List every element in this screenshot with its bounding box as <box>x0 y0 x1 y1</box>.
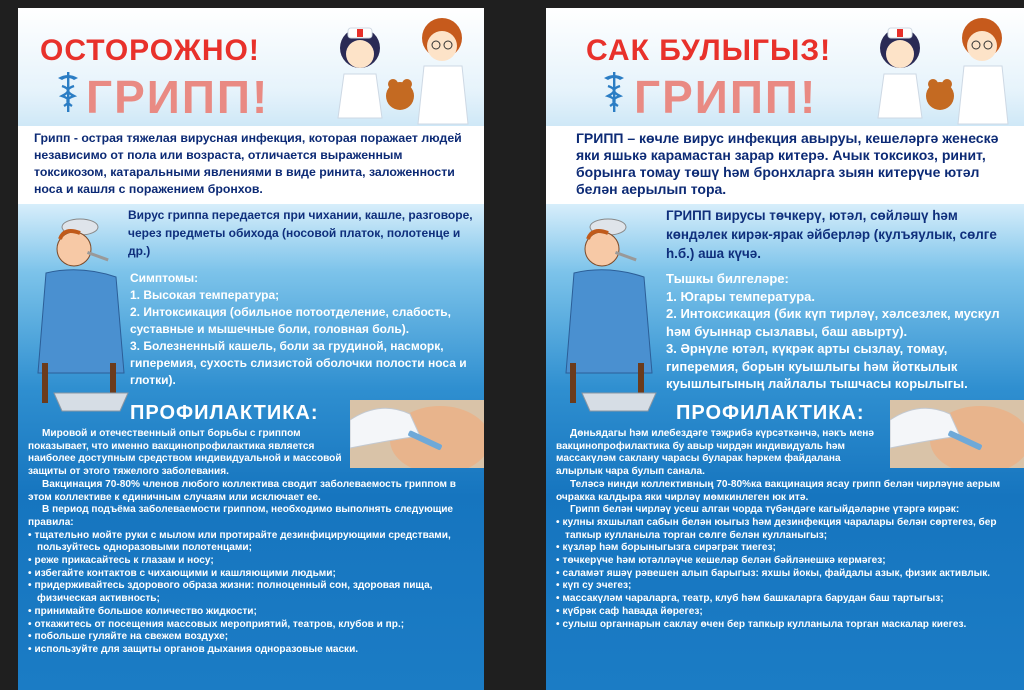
paragraph: В период подъёма заболеваемости гриппом, необходимо выполнять следующие правила: <box>28 504 454 528</box>
rule-item: • откажитесь от посещения массовых мероприятий, театров, клубов и пр.; <box>28 619 472 632</box>
symptom-item: 3. Болезненный кашель, боли за грудиной, насморк, гиперемия, сухость слизистой оболочки полости носа и глотки). <box>130 339 467 387</box>
symptoms-block <box>130 270 476 389</box>
transmission-text: ГРИПП вирусы төчкерү, ютәл, сөйләшү һәм көндәлек кирәк-ярак әйберләр (кулъяулык, сөлге h.б.) аша күчә. <box>666 208 997 261</box>
poster-title-flu: ГРИПП! <box>86 71 270 123</box>
poster-tatar <box>546 8 1024 690</box>
paragraph: Дөньядагы һәм илебездәге тәҗрибә күрсәткәнчә, нәкъ менә вакцинопрофилактика бу авыр чирдән индивидуаль һәм массакүләм саклану чарасы буларак һәркем файдалана алырлык чара булып санала. <box>556 428 875 478</box>
rule-item: • реже прикасайтесь к глазам и носу; <box>28 555 472 568</box>
symptoms-block <box>666 270 1016 393</box>
paragraph: Теләсә нинди коллективның 70-80%ка вакцинация ясау грипп белән чирләүне аерым очракка калдыра яки чирләү мөмкинлеген юк итә. <box>556 478 1001 503</box>
caduceus-icon <box>56 70 80 114</box>
symptom-item: 3. Әрнүле ютәл, күкрәк арты сызлау, томау, гиперемия, борын куышлыгы һәм йоткылык куышлыгының лайлалы тышчасы корылыгы. <box>666 341 968 391</box>
rules-list <box>556 517 1012 631</box>
poster-title-warning: САК БУЛЫГЫЗ! <box>586 34 832 67</box>
rule-item: • тщательно мойте руки с мылом или протирайте дезинфицирующими средствами, пользуйтесь одноразовыми полотенцами; <box>28 530 472 555</box>
prophylaxis-title: ПРОФИЛАКТИКА: <box>130 402 319 424</box>
rule-item: • избегайте контактов с чихающими и кашляющими людьми; <box>28 568 472 581</box>
doctors-illustration <box>870 14 1020 126</box>
symptoms-title: Симптомы: <box>130 271 199 285</box>
rule-item: • принимайте большое количество жидкости; <box>28 606 472 619</box>
rules-list <box>28 530 472 657</box>
poster-russian <box>18 8 484 690</box>
intro-text: ГРИПП – көчле вирус инфекция авыруы, кешеләргә женескә яки яшькә карамастан зарар китерә. Ачык токсикоз, ринит, борынга томау төшү һәм бронхларга зыян китерүче ютәл белән аерылып тора. <box>576 130 999 197</box>
rule-item: • массакүләм чараларга, театр, клуб һәм башкаларга барудан баш тартыгыз; <box>556 593 1012 606</box>
symptoms-title: Тышкы билгеләре: <box>666 271 789 286</box>
prophylaxis-title: ПРОФИЛАКТИКА: <box>676 402 865 424</box>
rule-item: • используйте для защиты органов дыхания одноразовые маски. <box>28 644 472 657</box>
doctors-illustration <box>330 14 480 126</box>
paragraph: Вакцинация 70-80% членов любого коллектива сводит заболеваемость гриппом в этом коллективе к единичным случаям или исключает ее. <box>28 478 456 503</box>
prophylaxis-body <box>556 428 1012 631</box>
prophylaxis-body <box>28 428 472 657</box>
symptom-item: 2. Интоксикация (обильное потоотделение, слабость, суставные и мышечные боли, головная боль). <box>130 305 451 336</box>
symptom-item: 1. Высокая температура; <box>130 288 280 302</box>
poster-title-flu: ГРИПП! <box>634 71 818 123</box>
paragraph: Грипп белән чирләү усеш алган чорда түбәндәге кагыйдәләрне үтәргә кирәк: <box>570 504 960 516</box>
rule-item: • сулыш органнарын саклау өчен бер тапкыр кулланыла торган маскалар киегез. <box>556 619 1012 632</box>
sick-man-illustration <box>552 213 664 418</box>
poster-title-warning: ОСТОРОЖНО! <box>40 34 260 67</box>
rule-item: • күбрәк саф һавада йөрегез; <box>556 606 1012 619</box>
symptom-item: 1. Югары температура. <box>666 288 815 304</box>
caduceus-icon <box>602 70 626 114</box>
rule-item: • төчкерүче һәм ютәлләүче кешеләр белән бәйләнешкә кермәгез; <box>556 555 1012 568</box>
sick-man-illustration <box>24 213 136 418</box>
rule-item: • саламәт яшәү рәвешен алып барыгыз: яхшы йокы, файдалы азык, физик активлык. <box>556 568 1012 581</box>
symptom-item: 2. Интоксикация (бик күп тирләү, хәлсезлек, мускул һәм буыннар сызлавы, баш авырту). <box>666 306 1000 339</box>
rule-item: • придерживайтесь здорового образа жизни: полноценный сон, здоровая пища, физическая активность; <box>28 580 472 605</box>
paragraph: Мировой и отечественный опыт борьбы с гриппом показывает, что именно вакцинопрофилактика является наиболее доступным средством индивидуальной и массовой защиты от этого тяжелого заболевания. <box>28 428 342 478</box>
rule-item: • күзләр һәм борыныгызга сирәгрәк тиегез; <box>556 542 1012 555</box>
rule-item: • күп су эчегез; <box>556 580 1012 593</box>
intro-text: Грипп - острая тяжелая вирусная инфекция, которая поражает людей независимо от пола или возраста, отличается выраженным токсикозом, катаральными явлениями в виде ринита, заложенности носа и кашля с поражением бронхов. <box>34 131 462 196</box>
rule-item: • побольше гуляйте на свежем воздухе; <box>28 631 472 644</box>
rule-item: • кулны яхшылап сабын белән юыгыз һәм дезинфекция чаралары белән сөртегез, бер тапкыр кулланыла торган сөлге белән кулланыгыз; <box>556 517 1012 542</box>
transmission-text: Вирус гриппа передается при чихании, кашле, разговоре, через предметы обихода (носовой платок, полотенце и др.) <box>128 208 473 258</box>
